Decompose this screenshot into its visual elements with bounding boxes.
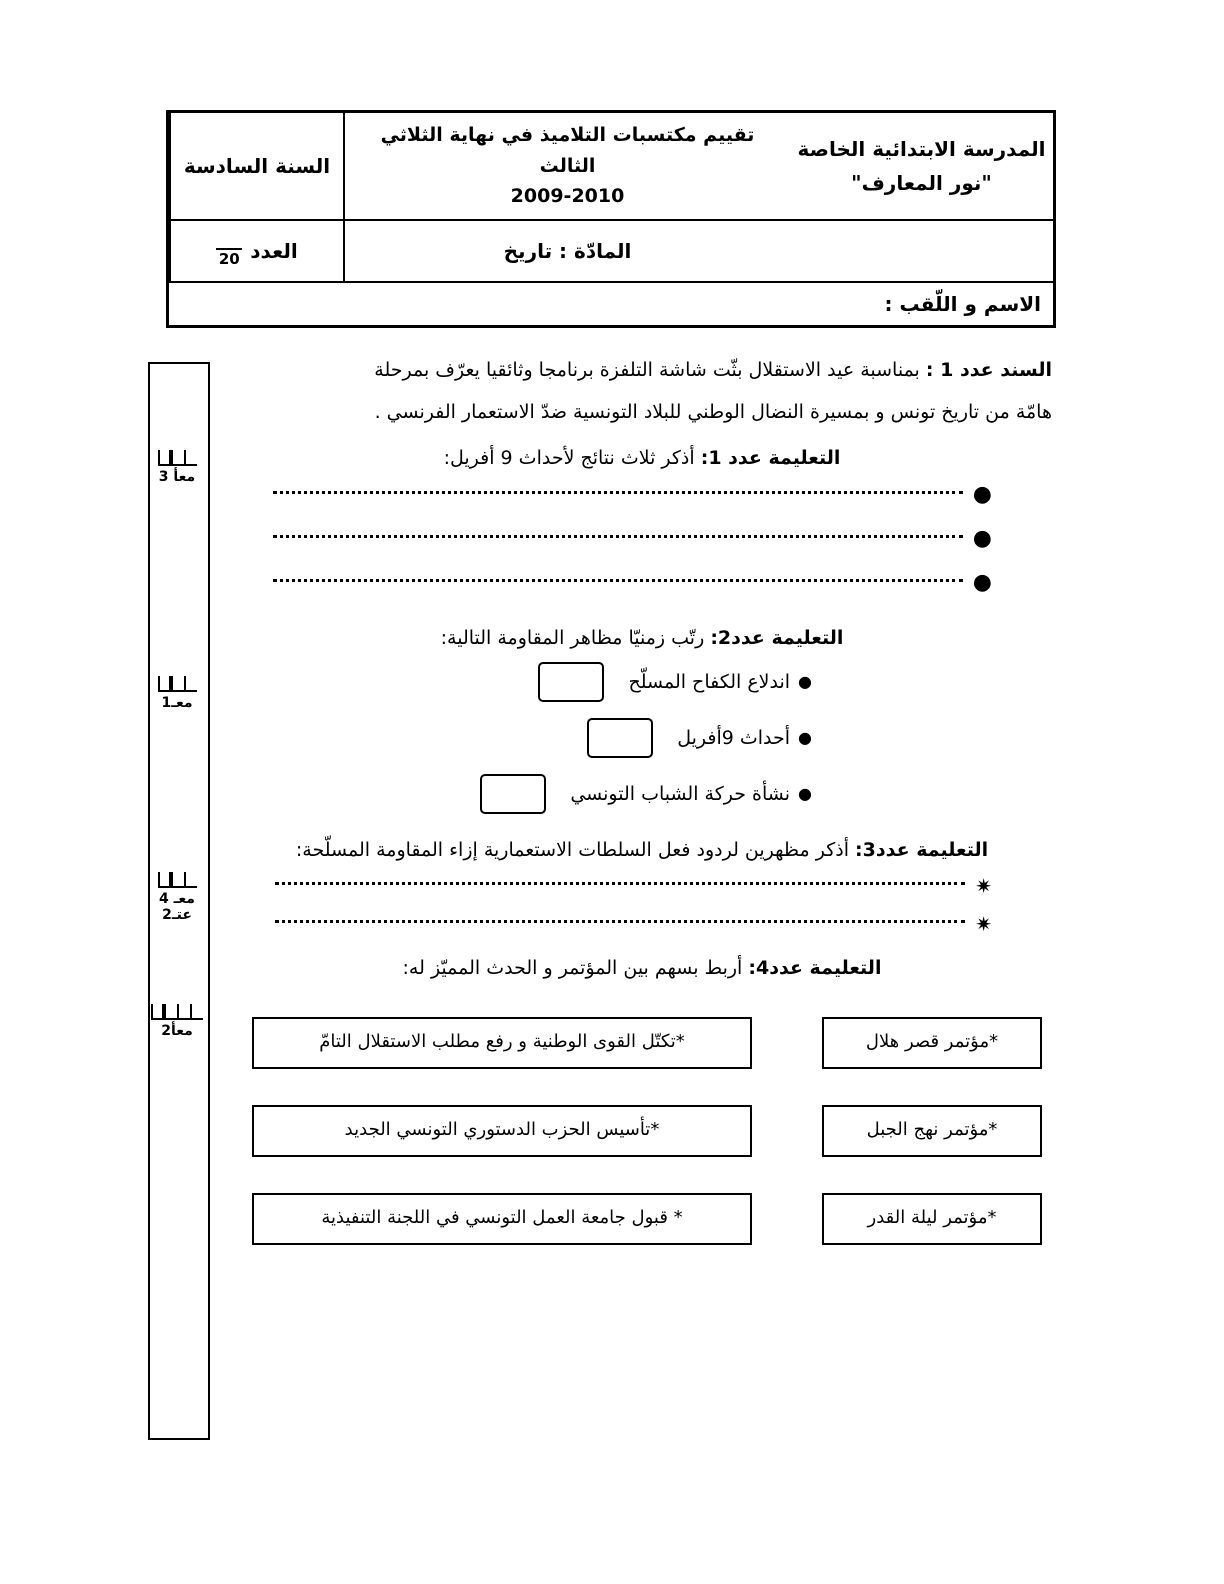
grading-label-2: معـ1: [161, 695, 193, 711]
header-table: [166, 110, 1056, 328]
question-3-label: التعليمة عدد3:: [855, 839, 989, 862]
mark-fraction: [216, 236, 242, 267]
match-item[interactable]: *مؤتمر نهج الجبل: [822, 1105, 1042, 1157]
support-paragraph-line2: [232, 394, 1052, 430]
grading-ticks-4: [146, 1004, 208, 1020]
tick: [184, 450, 197, 466]
header-row-1: [169, 113, 1053, 221]
order-row: [232, 774, 1052, 814]
grading-label-3: معـ 4 عتـ2: [159, 891, 195, 924]
tick: [151, 1004, 164, 1020]
bullet-icon: ●: [798, 728, 812, 748]
question-3-answers: [232, 874, 1052, 937]
star-bullet-icon: ✷: [975, 912, 992, 937]
exam-title: تقييم مكتسبات التلاميذ في نهاية الثلاثي الثالث: [380, 124, 755, 177]
header-row-3: [169, 283, 1053, 325]
answer-line[interactable]: [232, 874, 1052, 899]
school-name-line1: المدرسة الابتدائية الخاصة: [797, 137, 1046, 161]
answer-line[interactable]: [232, 572, 1052, 594]
order-item-label: اندلاع الكفاح المسلّح: [628, 671, 791, 694]
matching-area: [232, 1017, 1052, 1277]
matching-column-right: [822, 1017, 1042, 1281]
question-4-heading: [232, 950, 1052, 986]
exam-year: 2009-2010: [510, 185, 625, 208]
grading-item-2: [146, 676, 208, 711]
support-paragraph: [232, 352, 1052, 388]
support-text-line2: هامّة من تاريخ تونس و بمسيرة النضال الوطني للبلاد التونسية ضدّ الاستعمار الفرنسي .: [374, 401, 1052, 424]
support-label: السند عدد 1 :: [925, 359, 1052, 381]
star-bullet-icon: ✷: [975, 874, 992, 899]
match-item[interactable]: *تكتّل القوى الوطنية و رفع مطلب الاستقلال التامّ: [252, 1017, 752, 1069]
grade-cell: السنة السادسة: [169, 113, 343, 221]
subject-cell: المادّة : تاريخ: [343, 221, 790, 283]
question-2-text: رتّب زمنيّا مظاهر المقاومة التالية:: [440, 627, 705, 650]
mark-cell: [169, 221, 343, 283]
tick: [177, 1004, 190, 1020]
tick: [164, 1004, 177, 1020]
bullet-icon: ●: [798, 784, 812, 804]
tick: [184, 872, 197, 888]
bullet-icon: ●: [972, 482, 992, 508]
tick: [184, 676, 197, 692]
school-name-cell: [790, 113, 1053, 221]
question-1-answers: [232, 484, 1052, 594]
order-row: [232, 718, 1052, 758]
dotted-line[interactable]: [275, 882, 965, 885]
question-3-heading: [232, 832, 1052, 868]
tick: [158, 450, 171, 466]
order-item-label: نشأة حركة الشباب التونسي: [570, 783, 791, 806]
support-text-line1: بمناسبة عيد الاستقلال بثّت شاشة التلفزة برنامجا وثائقيا يعرّف بمرحلة: [374, 359, 920, 381]
grading-label-4: معأ2: [161, 1023, 193, 1039]
school-name-spacer: [790, 221, 1053, 283]
dotted-line[interactable]: [275, 920, 965, 923]
grading-label-1: معأ 3: [158, 469, 196, 485]
grading-sidebar: [148, 362, 210, 1440]
student-name-cell: الاسم و اللّقب :: [884, 292, 1041, 316]
grading-ticks-1: [146, 450, 208, 466]
grading-item-4: [146, 1004, 208, 1039]
question-1-label: التعليمة عدد 1:: [700, 447, 841, 470]
match-item[interactable]: * قبول جامعة العمل التونسي في اللجنة التنفيذية: [252, 1193, 752, 1245]
tick: [158, 872, 171, 888]
exam-title-cell: [343, 113, 790, 221]
tick: [171, 676, 184, 692]
dotted-line[interactable]: [273, 491, 963, 494]
tick: [171, 872, 184, 888]
question-4-text: أربط بسهم بين المؤتمر و الحدث المميّز له:: [402, 957, 743, 980]
mark-denominator: 20: [218, 249, 240, 268]
bullet-icon: ●: [972, 526, 992, 552]
order-input-box[interactable]: [538, 662, 604, 702]
question-3-text: أذكر مظهرين لردود فعل السلطات الاستعمارية إزاء المقاومة المسلّحة:: [295, 839, 849, 862]
dotted-line[interactable]: [273, 535, 963, 538]
question-2-block: [232, 620, 1052, 814]
order-input-box[interactable]: [587, 718, 653, 758]
exam-content: [232, 352, 1052, 1277]
bullet-icon: ●: [798, 672, 812, 692]
tick: [171, 450, 184, 466]
matching-column-left: [252, 1017, 752, 1281]
grading-item-3: [146, 872, 208, 923]
order-row: [232, 662, 1052, 702]
match-item[interactable]: *مؤتمر ليلة القدر: [822, 1193, 1042, 1245]
order-input-box[interactable]: [480, 774, 546, 814]
tick: [190, 1004, 203, 1020]
mark-label: العدد: [250, 239, 298, 263]
question-1-heading: [232, 440, 1052, 476]
grading-item-1: [146, 450, 208, 485]
match-item[interactable]: *تأسيس الحزب الدستوري التونسي الجديد: [252, 1105, 752, 1157]
match-item[interactable]: *مؤتمر قصر هلال: [822, 1017, 1042, 1069]
answer-line[interactable]: [232, 528, 1052, 550]
question-2-label: التعليمة عدد2:: [710, 627, 844, 650]
answer-line[interactable]: [232, 484, 1052, 506]
question-2-heading: [232, 620, 1052, 656]
bullet-icon: ●: [972, 570, 992, 596]
dotted-line[interactable]: [273, 579, 963, 582]
tick: [158, 676, 171, 692]
header-row-2: [169, 221, 1053, 283]
question-4-label: التعليمة عدد4:: [748, 957, 882, 980]
grading-ticks-2: [146, 676, 208, 692]
order-item-label: أحداث 9أفريل: [677, 727, 791, 750]
grading-ticks-3: [146, 872, 208, 888]
answer-line[interactable]: [232, 912, 1052, 937]
question-1-text: أذكر ثلاث نتائج لأحداث 9 أفريل:: [443, 447, 695, 470]
school-name-line2: "نور المعارف": [851, 171, 992, 195]
